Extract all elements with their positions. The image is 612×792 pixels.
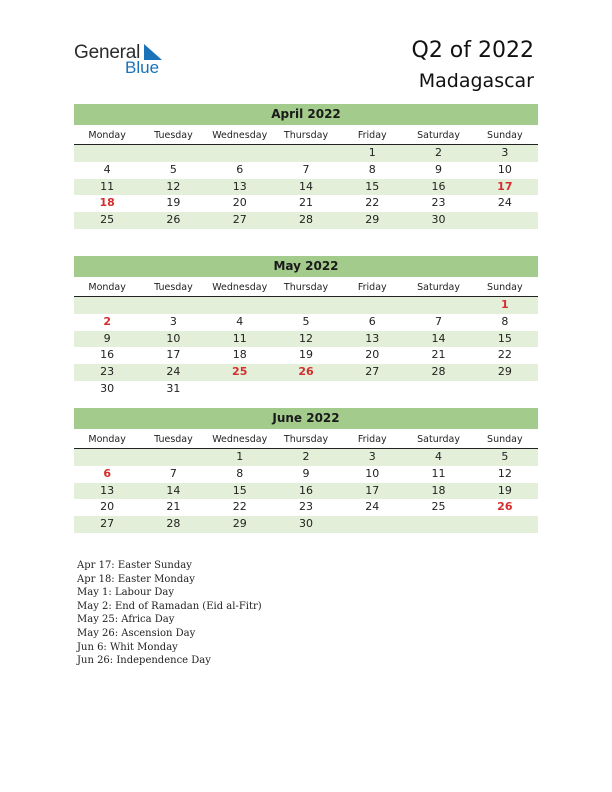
week-row [74,212,538,229]
calendar-month-may [74,256,538,398]
day-cell: 15 [497,331,512,345]
day-cell [405,297,471,314]
weekday-header-row [74,128,538,145]
day-cell: 10 [497,162,512,176]
holiday-list [77,559,262,668]
weekday-label: Saturday [417,130,460,141]
day-cell: 1 [236,450,244,463]
calendar-month-april [74,104,538,229]
day-cell: 18 [99,196,115,210]
weekday-label: Monday [88,434,126,445]
month-title: April 2022 [74,104,538,125]
day-cell: 24 [166,365,181,379]
day-cell: 15 [232,483,247,497]
weekday-label: Saturday [417,282,460,293]
day-cell: 7 [302,162,310,176]
day-cell [74,449,140,466]
day-cell: 20 [232,196,247,210]
day-cell [472,212,538,229]
day-cell: 28 [431,365,446,379]
calendar-month-june [74,408,538,533]
day-cell: 19 [298,348,313,362]
day-cell: 13 [100,483,115,497]
day-cell: 12 [497,466,512,480]
logo-blue-text: Blue [125,58,160,77]
day-cell: 22 [365,196,380,210]
day-cell: 18 [232,348,247,362]
day-cell: 21 [166,500,181,514]
day-cell: 27 [232,213,247,227]
day-cell: 21 [431,348,446,362]
week-row [74,449,538,466]
day-cell [472,381,538,398]
day-cell: 19 [166,196,181,210]
day-cell: 2 [103,314,111,328]
day-cell: 7 [169,466,177,480]
day-cell: 29 [232,517,247,531]
day-cell [74,145,140,162]
day-cell: 16 [298,483,313,497]
holiday-note: Jun 26: Independence Day [77,655,211,667]
day-cell: 10 [365,466,380,480]
weekday-label: Tuesday [154,434,193,445]
day-cell: 15 [365,179,380,193]
holiday-note: May 2: End of Ramadan (Eid al-Fitr) [77,600,262,612]
week-row [74,297,538,314]
weekday-label: Sunday [487,282,523,293]
day-cell: 17 [365,483,380,497]
day-cell: 24 [365,500,380,514]
day-cell: 4 [103,162,111,176]
day-cell: 18 [431,483,446,497]
week-row [74,347,538,364]
day-cell: 22 [497,348,512,362]
day-cell: 3 [368,450,376,463]
logo-general-text: General [74,42,141,63]
weekday-label: Sunday [487,130,523,141]
week-row [74,314,538,331]
week-row [74,179,538,196]
page-title: Q2 of 2022 [411,38,534,63]
day-cell: 11 [232,331,247,345]
day-cell: 8 [368,162,376,176]
day-cell: 23 [431,196,446,210]
week-row [74,381,538,398]
weekday-label: Thursday [283,282,329,293]
month-title: June 2022 [74,408,538,429]
day-cell: 23 [298,500,313,514]
day-cell: 1 [501,298,509,311]
week-row [74,466,538,483]
day-cell: 2 [435,146,443,159]
weekday-label: Tuesday [154,130,193,141]
day-cell: 1 [368,146,376,159]
day-cell: 9 [435,162,443,176]
week-row [74,195,538,212]
day-cell: 19 [497,483,512,497]
day-cell [140,145,206,162]
weekday-label: Wednesday [212,434,268,445]
country-name: Madagascar [418,70,534,92]
holiday-note: Apr 18: Easter Monday [77,573,195,585]
day-cell: 17 [166,348,181,362]
generalblue-logo [74,42,174,78]
day-cell: 5 [302,314,310,328]
day-cell: 20 [100,500,115,514]
week-row [74,499,538,516]
day-cell: 12 [298,331,313,345]
weekday-label: Friday [357,434,387,445]
day-cell [472,516,538,533]
week-row [74,516,538,533]
weekday-label: Thursday [283,130,329,141]
weekday-label: Tuesday [154,282,193,293]
day-cell: 14 [298,179,313,193]
day-cell: 28 [166,517,181,531]
day-cell: 6 [103,466,111,480]
day-cell: 28 [298,213,313,227]
day-cell: 4 [236,314,244,328]
day-cell: 13 [365,331,380,345]
holiday-note: May 26: Ascension Day [77,627,196,639]
day-cell: 8 [501,314,509,328]
day-cell: 29 [365,213,380,227]
day-cell: 11 [431,466,446,480]
day-cell: 30 [100,381,115,395]
day-cell [405,516,471,533]
weekday-label: Thursday [283,434,329,445]
day-cell: 30 [431,213,446,227]
holiday-note: May 25: Africa Day [77,614,175,626]
day-cell: 22 [232,500,247,514]
day-cell: 20 [365,348,380,362]
day-cell: 27 [100,517,115,531]
day-cell: 30 [298,517,313,531]
day-cell: 4 [435,450,443,463]
day-cell: 16 [100,348,115,362]
day-cell [273,381,339,398]
day-cell: 3 [501,146,509,159]
day-cell: 17 [497,179,513,193]
weekday-label: Monday [88,282,126,293]
holiday-note: Jun 6: Whit Monday [77,641,178,653]
day-cell: 6 [368,314,376,328]
weekday-label: Sunday [487,434,523,445]
day-cell [207,381,273,398]
day-cell: 26 [298,365,314,379]
day-cell: 27 [365,365,380,379]
week-row [74,331,538,348]
day-cell: 29 [497,365,512,379]
weekday-label: Wednesday [212,282,268,293]
day-cell [207,297,273,314]
day-cell [207,145,273,162]
day-cell [140,297,206,314]
day-cell [339,381,405,398]
day-cell: 3 [169,314,177,328]
day-cell [140,449,206,466]
day-cell: 12 [166,179,181,193]
day-cell [273,145,339,162]
week-row [74,162,538,179]
day-cell [405,381,471,398]
day-cell: 26 [166,213,181,227]
day-cell: 6 [236,162,244,176]
weekday-label: Saturday [417,434,460,445]
month-title: May 2022 [74,256,538,277]
day-cell: 11 [100,179,115,193]
day-cell: 25 [431,500,446,514]
week-row [74,364,538,381]
day-cell: 25 [100,213,115,227]
weekday-label: Monday [88,130,126,141]
day-cell: 31 [166,381,181,395]
weekday-label: Friday [357,130,387,141]
weekday-label: Friday [357,282,387,293]
day-cell: 14 [431,331,446,345]
holiday-note: May 1: Labour Day [77,587,174,599]
day-cell [339,516,405,533]
day-cell: 26 [497,500,513,514]
day-cell: 2 [302,450,310,463]
day-cell: 16 [431,179,446,193]
day-cell [339,297,405,314]
day-cell: 25 [232,365,248,379]
holiday-note: Apr 17: Easter Sunday [77,560,192,571]
day-cell: 8 [236,466,244,480]
day-cell: 5 [169,162,177,176]
weekday-header-row [74,280,538,297]
day-cell: 10 [166,331,181,345]
day-cell: 23 [100,365,115,379]
day-cell: 9 [103,331,111,345]
day-cell: 13 [232,179,247,193]
day-cell [74,297,140,314]
day-cell: 24 [497,196,512,210]
week-row [74,145,538,162]
day-cell [273,297,339,314]
day-cell: 21 [298,196,313,210]
day-cell: 7 [435,314,443,328]
weekday-label: Wednesday [212,130,268,141]
weekday-header-row [74,432,538,449]
day-cell: 5 [501,450,509,463]
day-cell: 9 [302,466,310,480]
day-cell: 14 [166,483,181,497]
week-row [74,483,538,500]
